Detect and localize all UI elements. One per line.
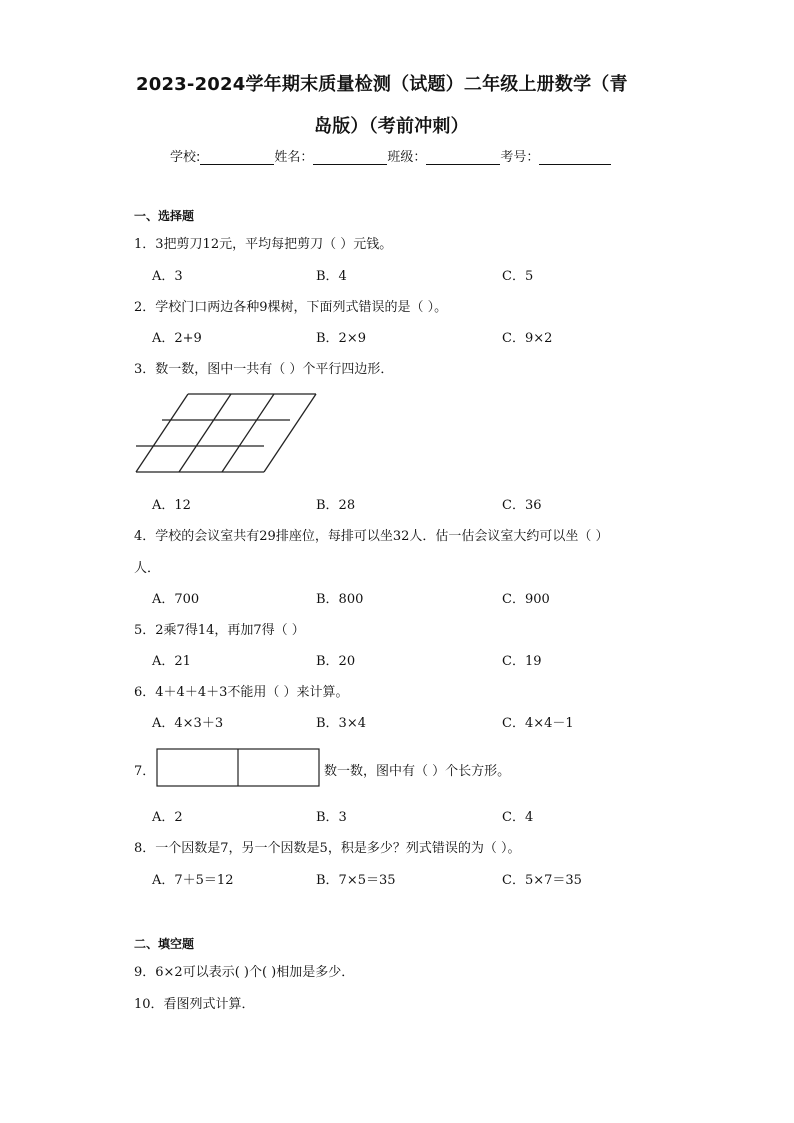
question-5: 5．2乘7得14，再加7得（ ） bbox=[134, 623, 305, 638]
q3-option-b[interactable]: B．28 bbox=[316, 498, 356, 513]
q5-option-a[interactable]: A．21 bbox=[152, 654, 191, 669]
q1-option-a[interactable]: A．3 bbox=[152, 269, 183, 284]
page-title-line1: 2023-2024学年期末质量检测（试题）二年级上册数学（青 bbox=[136, 74, 628, 95]
question-4: 4．学校的会议室共有29排座位，每排可以坐32人．估一估会议室大约可以坐（ ） bbox=[134, 529, 609, 544]
section-heading-choice: 一、选择题 bbox=[134, 209, 195, 223]
q4-option-b[interactable]: B．800 bbox=[316, 592, 364, 607]
q6-option-c[interactable]: C．4×4－1 bbox=[502, 716, 574, 731]
number-label: 考号： bbox=[500, 150, 540, 165]
school-label: 学校: bbox=[170, 150, 201, 165]
q2-option-b[interactable]: B．2×9 bbox=[316, 331, 366, 346]
q8-option-b[interactable]: B．7×5＝35 bbox=[316, 873, 396, 888]
q1-option-c[interactable]: C．5 bbox=[502, 269, 534, 284]
q8-option-c[interactable]: C．5×7＝35 bbox=[502, 873, 582, 888]
q8-option-a[interactable]: A．7＋5＝12 bbox=[152, 873, 234, 888]
q5-option-b[interactable]: B．20 bbox=[316, 654, 356, 669]
class-label: 班级： bbox=[387, 150, 427, 165]
question-3: 3．数一数，图中一共有（ ）个平行四边形． bbox=[134, 362, 394, 377]
section-heading-fill: 二、填空题 bbox=[134, 937, 195, 951]
q7-option-c[interactable]: C．4 bbox=[502, 810, 534, 825]
q6-option-a[interactable]: A．4×3＋3 bbox=[152, 716, 224, 731]
q2-option-a[interactable]: A．2+9 bbox=[152, 331, 202, 346]
q4-option-a[interactable]: A．700 bbox=[152, 592, 200, 607]
q5-option-c[interactable]: C．19 bbox=[502, 654, 542, 669]
question-10: 10．看图列式计算． bbox=[134, 997, 255, 1012]
question-4-continued: 人． bbox=[134, 561, 161, 576]
q7-option-b[interactable]: B．3 bbox=[316, 810, 347, 825]
question-7: 数一数，图中有（ ）个长方形。 bbox=[324, 764, 511, 779]
q7-option-a[interactable]: A．2 bbox=[152, 810, 183, 825]
q3-option-c[interactable]: C．36 bbox=[502, 498, 542, 513]
q2-option-c[interactable]: C．9×2 bbox=[502, 331, 553, 346]
q4-option-c[interactable]: C．900 bbox=[502, 592, 550, 607]
q6-option-b[interactable]: B．3×4 bbox=[316, 716, 366, 731]
q3-option-a[interactable]: A．12 bbox=[152, 498, 191, 513]
q1-option-b[interactable]: B．4 bbox=[316, 269, 347, 284]
page-title-line2: 岛版）（考前冲刺） bbox=[314, 116, 469, 137]
question-6: 6．4＋4＋4＋3不能用（ ）来计算。 bbox=[134, 685, 349, 700]
name-label: 姓名： bbox=[274, 150, 314, 165]
question-8: 8．一个因数是7，另一个因数是5，积是多少？列式错误的为（ ）。 bbox=[134, 841, 521, 856]
question-7-number: 7． bbox=[134, 764, 156, 779]
question-9: 9．6×2可以表示( )个( )相加是多少． bbox=[134, 965, 355, 980]
question-2: 2．学校门口两边各种9棵树，下面列式错误的是（ ）。 bbox=[134, 300, 448, 315]
question-1: 1．3把剪刀12元，平均每把剪刀（ ）元钱。 bbox=[134, 237, 393, 252]
